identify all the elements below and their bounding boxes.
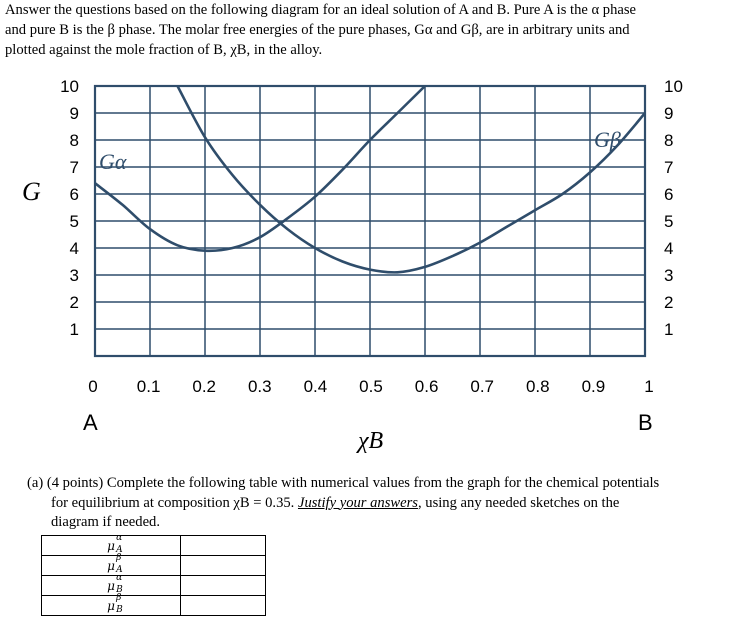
x-tick-label: 0.1 bbox=[136, 377, 161, 396]
y-tick-label-right: 3 bbox=[664, 266, 674, 285]
chemical-potential-table bbox=[41, 532, 266, 616]
potential-value-cell[interactable] bbox=[181, 556, 266, 576]
potential-value-cell[interactable] bbox=[181, 596, 266, 616]
y-tick-labels-left bbox=[60, 77, 79, 339]
y-tick-label-right: 6 bbox=[664, 185, 674, 204]
table-row bbox=[42, 596, 266, 616]
y-tick-label-left: 9 bbox=[69, 104, 79, 123]
x-tick-label: 0.6 bbox=[414, 377, 439, 396]
y-tick-label-left: 6 bbox=[69, 185, 79, 204]
x-tick-label: 0.9 bbox=[581, 377, 606, 396]
y-tick-label-right: 9 bbox=[664, 104, 674, 123]
x-tick-label: 0.5 bbox=[359, 377, 383, 396]
x-end-label-b: B bbox=[638, 410, 653, 435]
potential-symbol: μ α A bbox=[107, 532, 123, 555]
x-tick-label: 0.7 bbox=[470, 377, 495, 396]
x-end-label-a: A bbox=[83, 410, 98, 435]
y-axis-label: G bbox=[22, 177, 41, 206]
x-tick-label: 0.8 bbox=[525, 377, 550, 396]
potential-symbol: μ β B bbox=[107, 592, 123, 615]
y-tick-label-right: 4 bbox=[664, 239, 674, 258]
y-tick-label-left: 1 bbox=[69, 320, 79, 339]
y-tick-label-right: 2 bbox=[664, 293, 674, 312]
x-tick-label: 0.2 bbox=[192, 377, 217, 396]
part-a-line-1: (a) (4 points) Complete the following table with numerical values from the graph for the chemical potentials bbox=[27, 475, 660, 491]
y-tick-label-left: 7 bbox=[69, 158, 79, 177]
intro-line-3: plotted against the mole fraction of B, χB, in the alloy. bbox=[5, 42, 323, 58]
y-tick-label-left: 3 bbox=[69, 266, 79, 285]
y-tick-label-left: 4 bbox=[69, 239, 79, 258]
g-alpha-annotation: Gα bbox=[99, 149, 127, 174]
x-tick-label: 1 bbox=[644, 377, 654, 396]
part-a-text-3: , using any needed sketches on the bbox=[417, 494, 620, 511]
potential-symbol-cell bbox=[42, 532, 181, 556]
g-beta-annotation: Gβ bbox=[594, 127, 621, 152]
x-tick-label: 0.4 bbox=[303, 377, 328, 396]
y-tick-label-right: 10 bbox=[664, 77, 683, 96]
y-tick-label-left: 2 bbox=[69, 293, 79, 312]
y-tick-label-left: 10 bbox=[60, 77, 79, 96]
potential-symbol: μ α B bbox=[107, 572, 123, 595]
x-tick-label: 0 bbox=[88, 377, 98, 396]
part-a-line-3: diagram if needed. bbox=[51, 514, 160, 530]
y-tick-label-left: 5 bbox=[69, 212, 79, 231]
table-row bbox=[42, 536, 266, 556]
x-tick-label: 0.3 bbox=[247, 377, 272, 396]
x-axis-label: χB bbox=[358, 428, 384, 454]
intro-line-1: Answer the questions based on the following diagram for an ideal solution of A and B. Pure A is the α phase bbox=[5, 2, 637, 18]
x-tick-labels bbox=[88, 377, 653, 396]
potential-symbol-cell bbox=[42, 572, 181, 596]
part-a-text-2: for equilibrium at composition χB = 0.35. bbox=[51, 494, 298, 511]
y-tick-label-right: 5 bbox=[664, 212, 674, 231]
y-tick-label-right: 1 bbox=[664, 320, 674, 339]
chart-grid bbox=[95, 86, 645, 356]
potential-value-cell[interactable] bbox=[181, 536, 266, 556]
table-row bbox=[42, 556, 266, 576]
part-a-line-2 bbox=[27, 494, 729, 514]
y-tick-label-left: 8 bbox=[69, 131, 79, 150]
potential-value-cell[interactable] bbox=[181, 576, 266, 596]
intro-line-2: and pure B is the β phase. The molar free energies of the pure phases, Gα and Gβ, are in arbitrary units and bbox=[5, 22, 630, 38]
potential-symbol-cell bbox=[42, 552, 181, 576]
question-part-a bbox=[27, 474, 729, 533]
y-tick-label-right: 7 bbox=[664, 158, 674, 177]
justify-answers-text: Justify your answers bbox=[297, 494, 418, 511]
y-tick-labels-right bbox=[664, 77, 683, 339]
potential-symbol-cell bbox=[42, 592, 181, 616]
y-tick-label-right: 8 bbox=[664, 131, 674, 150]
potential-symbol: μ β A bbox=[107, 552, 123, 575]
table-row bbox=[42, 576, 266, 596]
